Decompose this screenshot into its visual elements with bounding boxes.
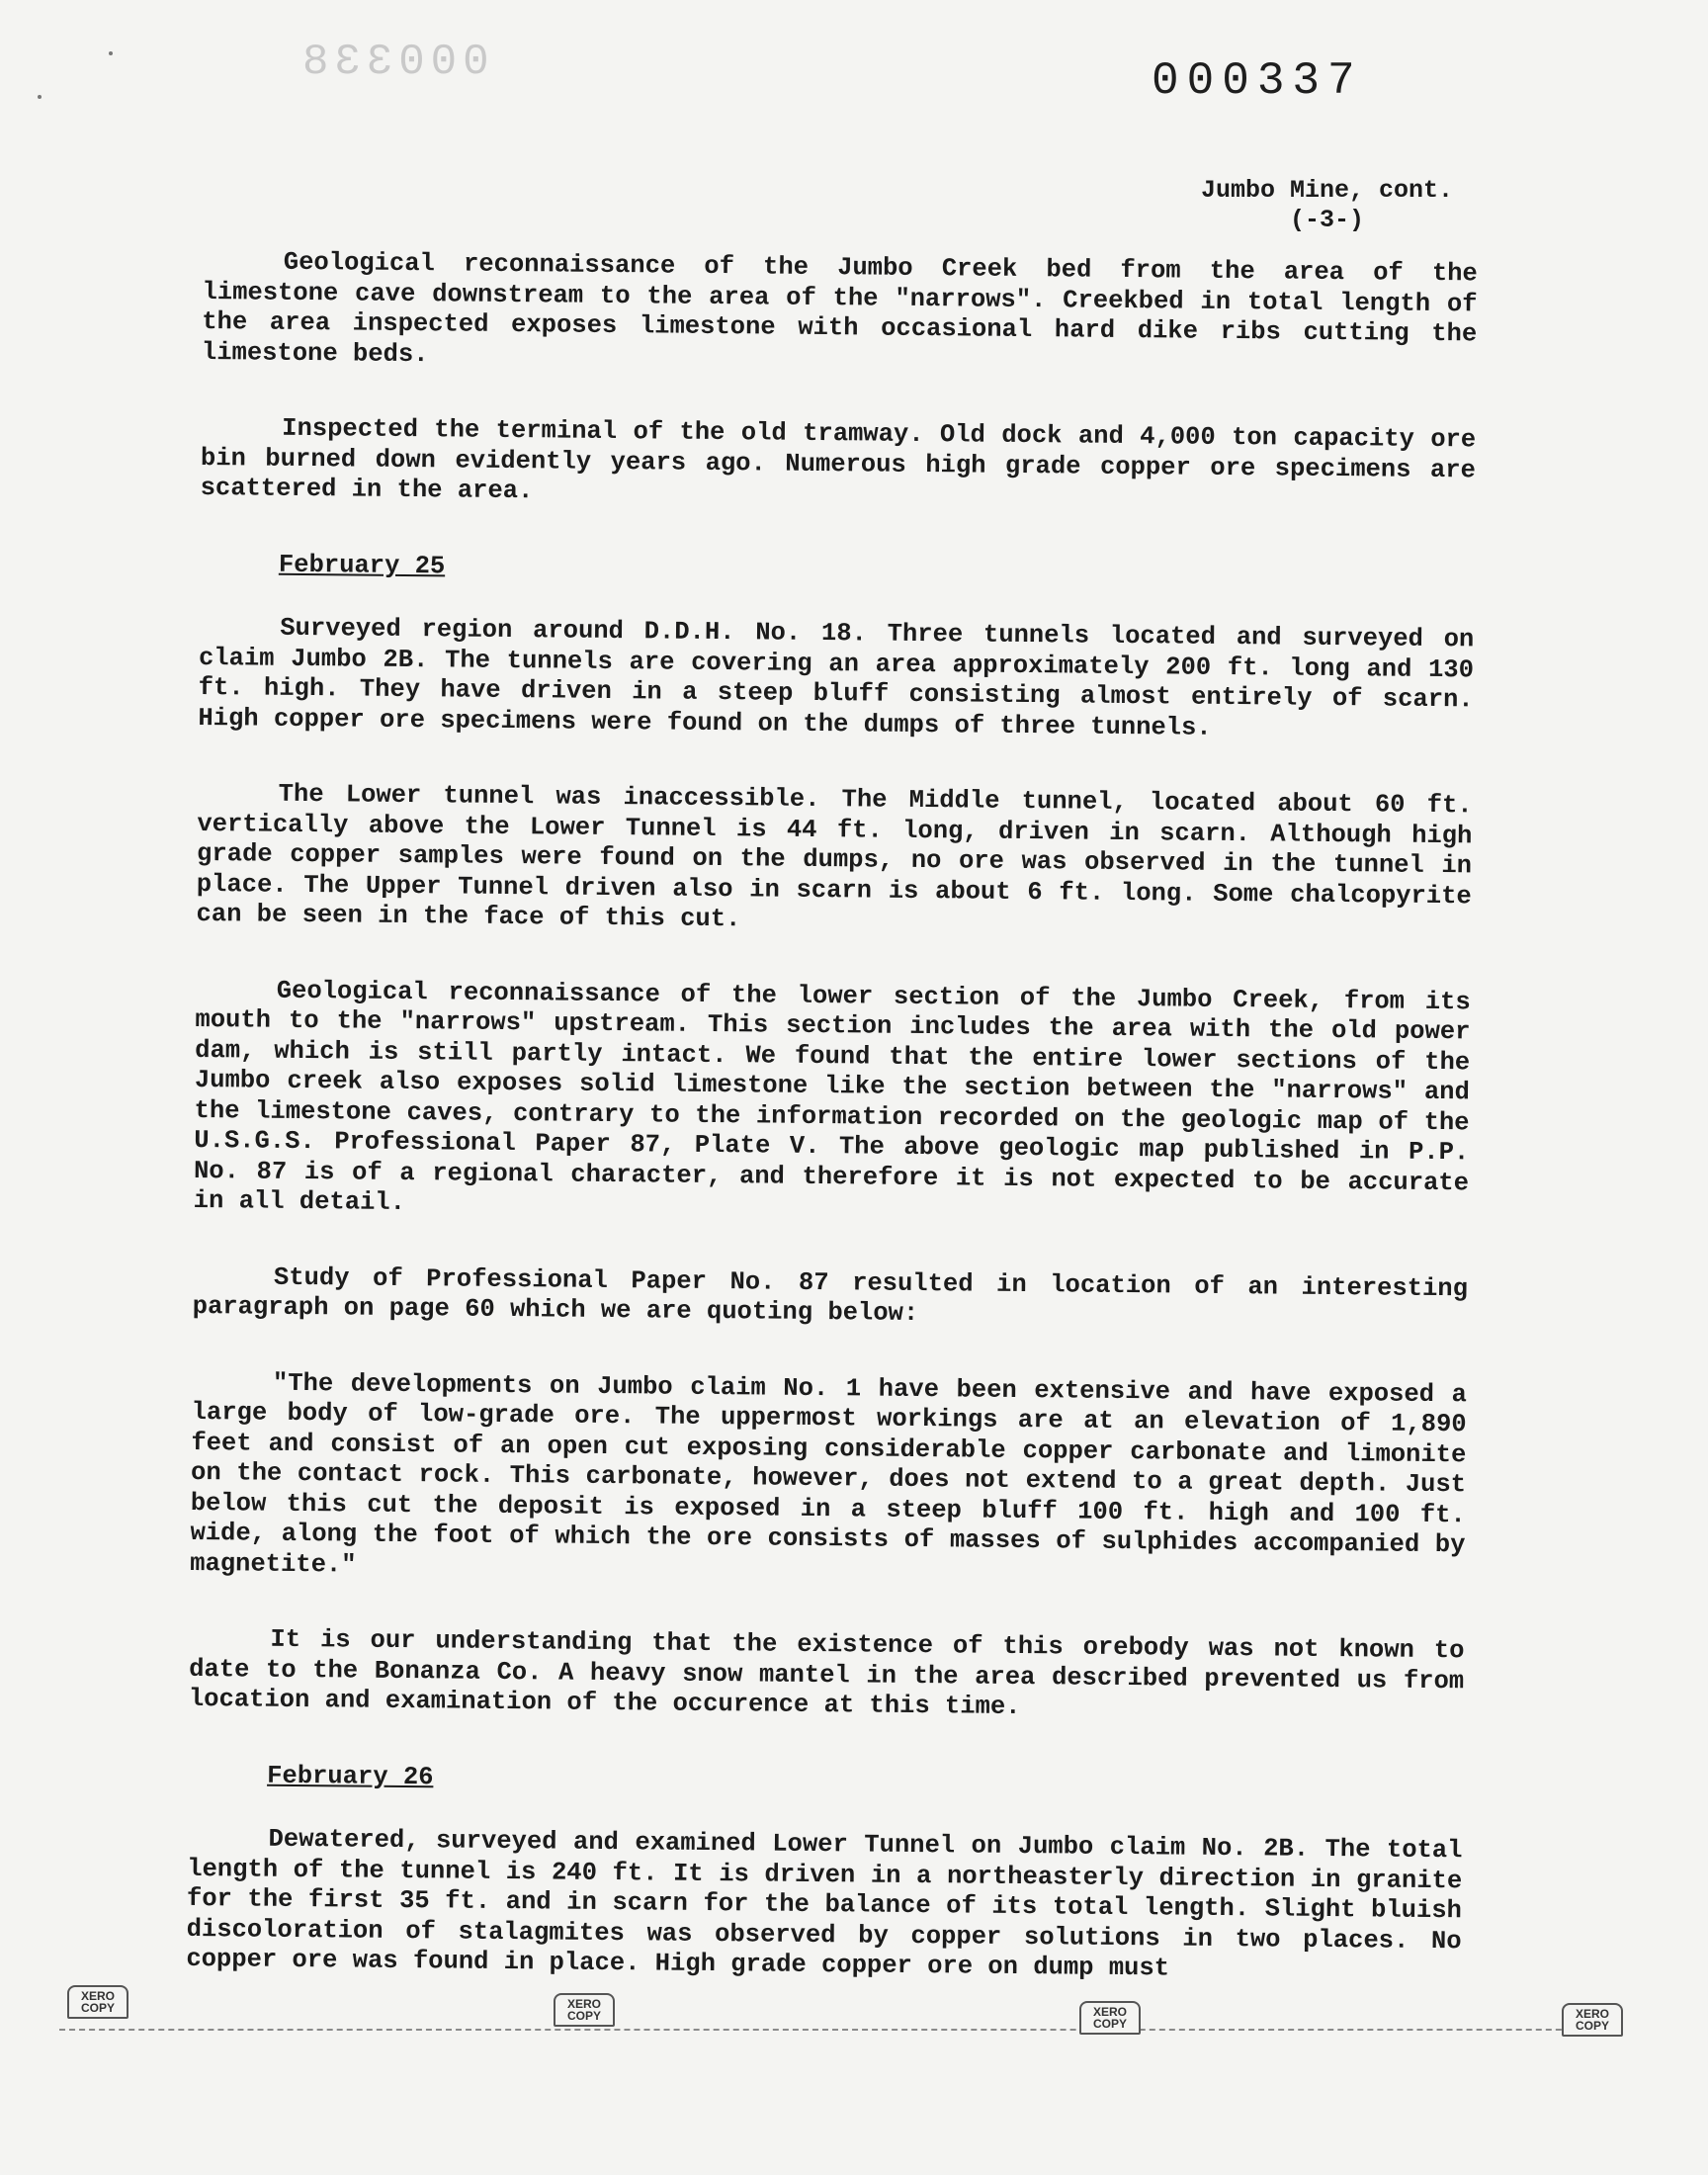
paragraph-orebody-understanding: It is our understanding that the existence of this orebody was not known to date to the Bonanza Co. A heavy snow mantel in the area described prevented us from location and examination of the occurence at this time. (188, 1624, 1465, 1722)
date-heading-february-26: February 26 (267, 1761, 434, 1791)
paragraph-tunnel-details: The Lower tunnel was inaccessible. The Middle tunnel, located about 60 ft. vertically above the Lower Tunnel is 44 ft. long, driven in scarn. Although high grade copper samples were found on the dumps, no ore was observed in the tunnel in place. The Upper Tunnel driven also in scarn is about 6 ft. long. Some chalcopyrite can be seen in the face of this cut. (196, 779, 1473, 934)
xerox-edge-line (59, 2029, 1621, 2031)
paragraph-creek-reconnaissance: Geological reconnaissance of the Jumbo Creek bed from the area of the limestone cave downstream to the area of the "narrows". Creekbed in total length of the area inspected exposes limestone with occasional hard dike ribs cutting the limestone beds. (201, 247, 1478, 369)
scan-speck (109, 51, 113, 55)
scan-speck (38, 95, 42, 99)
paragraph-tramway: Inspected the terminal of the old tramway. Old dock and 4,000 ton capacity ore bin burned down evidently years ago. Numerous high grade copper ore specimens are scattered in the area. (200, 413, 1477, 506)
paragraph-lower-tunnel-dewatered: Dewatered, surveyed and examined Lower Tunnel on Jumbo claim No. 2B. The total length of the tunnel is 240 ft. It is driven in a northeasterly direction in granite for the first 35 ft. and in scarn for the balance of its total length. Slight bluish discoloration of stalagmites was observed by copper solutions in two places. No copper ore was found in place. High grade copper ore on dump must (186, 1824, 1463, 1983)
page-number-stamp: 000337 (1152, 55, 1363, 107)
paragraph-tunnels-survey: Surveyed region around D.D.H. No. 18. Three tunnels located and surveyed on claim Jumbo 2B. The tunnels are covering an area approximately 200 ft. long and 130 ft. high. They have driven in a steep bluff consisting almost entirely of scarn. High copper ore specimens were found on the dumps of three tunnels. (198, 613, 1475, 742)
bleed-through-page-number: 000338 (297, 38, 489, 87)
xero-copy-stamp: XERO COPY (1079, 2001, 1141, 2035)
paragraph-lower-section: Geological reconnaissance of the lower section of the Jumbo Creek, from its mouth to the "narrows" upstream. This section includes the area with the old power dam, which is still partly intact. We found that the entire lower sections of the Jumbo creek also exposes solid limestone like the section between the "narrows" and the limestone caves, contrary to the information recorded on the geologic map of the U.S.G.S. Professional Paper 87, Plate V. The above geologic map published in P.P. No. 87 is of a regional character, and therefore it is not expected to be accurate in all detail. (193, 976, 1471, 1218)
paragraph-professional-paper: Study of Professional Paper No. 87 resulted in location of an interesting paragraph on page 60 which we are quoting below: (192, 1262, 1469, 1329)
document-body (186, 247, 1478, 1987)
xero-copy-stamp: XERO COPY (554, 1993, 615, 2027)
quoted-passage: "The developments on Jumbo claim No. 1 have been extensive and have exposed a large body of low-grade ore. The uppermost workings are at an elevation of 1,890 feet and consist of an open cut exposing considerable copper carbonate and limonite on the contact rock. This carbonate, however, does not extend to a great depth. Just below this cut the deposit is exposed in a steep bluff 100 ft. high and 100 ft. wide, along the foot of which the ore consists of masses of sulphides accompanied by magnetite." (190, 1368, 1468, 1580)
xero-copy-stamp: XERO COPY (67, 1985, 128, 2019)
page-header (1201, 176, 1453, 235)
header-title: Jumbo Mine, cont. (1201, 176, 1454, 205)
xero-copy-stamp: XERO COPY (1562, 2003, 1623, 2037)
date-heading-february-25: February 25 (278, 550, 446, 580)
header-page-indicator: (-3-) (1290, 206, 1365, 234)
